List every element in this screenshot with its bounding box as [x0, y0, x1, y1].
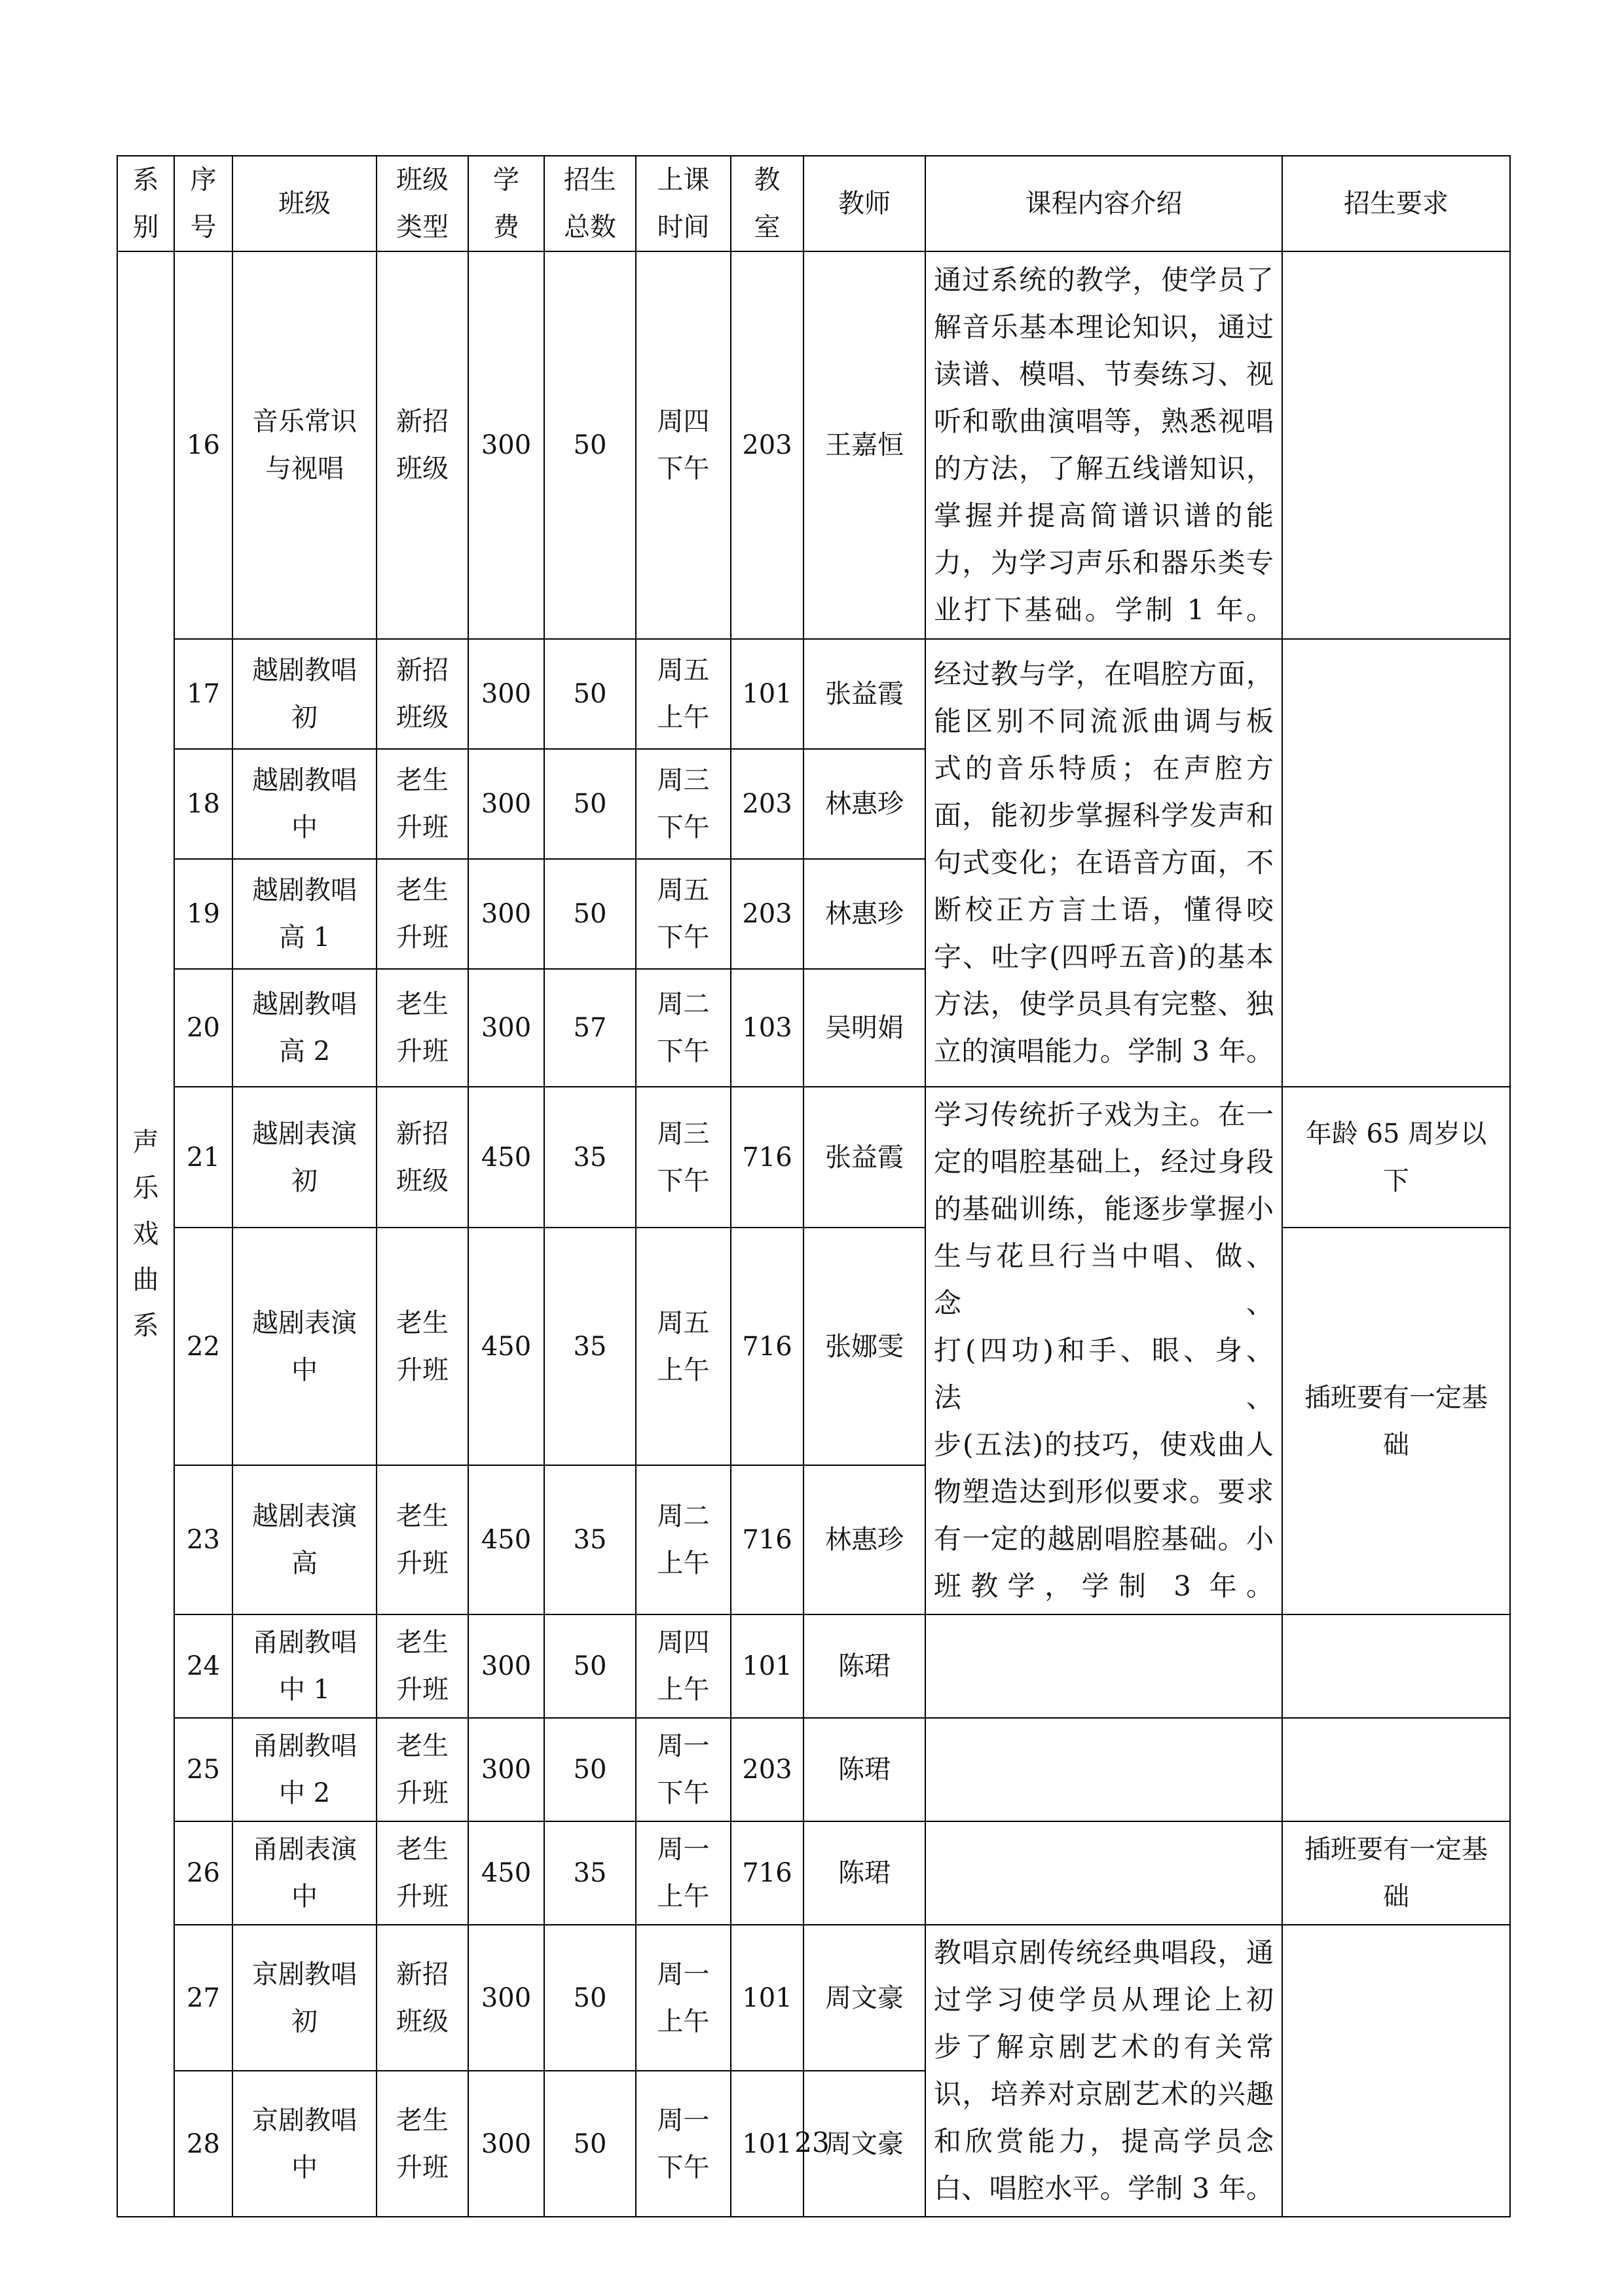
room: 101: [731, 1614, 803, 1718]
class-type: 老生 升班: [377, 1228, 468, 1465]
fee: 300: [468, 749, 544, 859]
fee: 300: [468, 639, 544, 749]
class-type: 新招 班级: [377, 251, 468, 639]
row-number: 26: [174, 1821, 232, 1925]
class-name: 甬剧表演 中: [232, 1821, 377, 1925]
class-name: 越剧表演 中: [232, 1228, 377, 1465]
row-number: 28: [174, 2071, 232, 2217]
quota: 35: [544, 1087, 636, 1228]
department-cell: 声 乐 戏 曲 系: [117, 251, 174, 2217]
row-number: 18: [174, 749, 232, 859]
table-row: [117, 1821, 1510, 1925]
class-type: 老生 升班: [377, 859, 468, 969]
row-number: 23: [174, 1465, 232, 1614]
teacher: 林惠珍: [803, 859, 925, 969]
room: 101: [731, 639, 803, 749]
row-number: 17: [174, 639, 232, 749]
row-number: 24: [174, 1614, 232, 1718]
header-quota: 招生 总数: [544, 156, 636, 251]
teacher: 周文豪: [803, 2071, 925, 2217]
class-type: 老生 升班: [377, 1821, 468, 1925]
header-requirements: 招生要求: [1282, 156, 1510, 251]
teacher: 张娜雯: [803, 1228, 925, 1465]
class-time: 周二 上午: [636, 1465, 731, 1614]
course-description-yue-singing: 经过教与学，在唱腔方面， 能区别不同流派曲调与板 式的音乐特质；在声腔方 面，能初步掌握科学发声和 句式变化；在语音方面，不 断校正方言土语，懂得咬 字、吐字(四呼五音)的基本 方法，使学员具有完整、独 立的演唱能力。学制 3 年。: [925, 639, 1282, 1087]
header-class-time: 上课 时间: [636, 156, 731, 251]
class-name: 京剧教唱 中: [232, 2071, 377, 2217]
quota: 50: [544, 749, 636, 859]
class-type: 老生 升班: [377, 1718, 468, 1821]
teacher: 陈珺: [803, 1821, 925, 1925]
teacher: 张益霞: [803, 639, 925, 749]
header-department: 系 别: [117, 156, 174, 251]
course-table: [117, 155, 1511, 2217]
class-name: 甬剧教唱 中 1: [232, 1614, 377, 1718]
requirement-empty: [1282, 1614, 1510, 1718]
class-time: 周五 上午: [636, 1228, 731, 1465]
class-type: 老生 升班: [377, 1465, 468, 1614]
row-number: 21: [174, 1087, 232, 1228]
requirement-empty: [1282, 639, 1510, 1087]
quota: 50: [544, 1718, 636, 1821]
class-time: 周一 上午: [636, 1821, 731, 1925]
class-type: 新招 班级: [377, 1925, 468, 2071]
teacher: 周文豪: [803, 1925, 925, 2071]
class-type: 老生 升班: [377, 969, 468, 1087]
row-number: 19: [174, 859, 232, 969]
class-name: 音乐常识 与视唱: [232, 251, 377, 639]
row-number: 16: [174, 251, 232, 639]
class-type: 老生 升班: [377, 1614, 468, 1718]
quota: 50: [544, 1614, 636, 1718]
quota: 35: [544, 1228, 636, 1465]
header-fee: 学 费: [468, 156, 544, 251]
class-time: 周四 下午: [636, 251, 731, 639]
class-time: 周二 下午: [636, 969, 731, 1087]
room: 203: [731, 251, 803, 639]
table-row: [117, 1087, 1510, 1228]
room: 103: [731, 969, 803, 1087]
class-name: 越剧教唱 初: [232, 639, 377, 749]
fee: 300: [468, 1925, 544, 2071]
fee: 300: [468, 2071, 544, 2217]
class-time: 周四 上午: [636, 1614, 731, 1718]
class-type: 老生 升班: [377, 749, 468, 859]
table-row: [117, 1228, 1510, 1465]
quota: 57: [544, 969, 636, 1087]
class-time: 周五 下午: [636, 859, 731, 969]
header-number: 序 号: [174, 156, 232, 251]
class-name: 京剧教唱 初: [232, 1925, 377, 2071]
requirement-transfer: 插班要有一定基 础: [1282, 1228, 1510, 1614]
teacher: 林惠珍: [803, 749, 925, 859]
room: 716: [731, 1465, 803, 1614]
fee: 300: [468, 969, 544, 1087]
class-type: 新招 班级: [377, 1087, 468, 1228]
course-description-empty: [925, 1718, 1282, 1821]
room: 203: [731, 1718, 803, 1821]
teacher: 陈珺: [803, 1718, 925, 1821]
teacher: 陈珺: [803, 1614, 925, 1718]
requirement-age-limit: 年龄 65 周岁以 下: [1282, 1087, 1510, 1228]
class-time: 周一 下午: [636, 1718, 731, 1821]
fee: 300: [468, 1614, 544, 1718]
fee: 300: [468, 1718, 544, 1821]
class-name: 越剧教唱 中: [232, 749, 377, 859]
table-row: [117, 1718, 1510, 1821]
room: 101: [731, 2071, 803, 2217]
fee: 300: [468, 251, 544, 639]
class-name: 越剧教唱 高 1: [232, 859, 377, 969]
quota: 50: [544, 859, 636, 969]
quota: 50: [544, 251, 636, 639]
requirement-empty: [1282, 1925, 1510, 2217]
row-number: 25: [174, 1718, 232, 1821]
table-row: [117, 1614, 1510, 1718]
table-row: [117, 251, 1510, 639]
class-name: 越剧表演 初: [232, 1087, 377, 1228]
teacher: 吴明娟: [803, 969, 925, 1087]
fee: 300: [468, 859, 544, 969]
class-name: 甬剧教唱 中 2: [232, 1718, 377, 1821]
fee: 450: [468, 1087, 544, 1228]
class-time: 周一 上午: [636, 1925, 731, 2071]
class-time: 周一 下午: [636, 2071, 731, 2217]
requirement-transfer: 插班要有一定基 础: [1282, 1821, 1510, 1925]
class-time: 周五 上午: [636, 639, 731, 749]
fee: 450: [468, 1821, 544, 1925]
quota: 50: [544, 1925, 636, 2071]
header-course-content: 课程内容介绍: [925, 156, 1282, 251]
teacher: 张益霞: [803, 1087, 925, 1228]
teacher: 林惠珍: [803, 1465, 925, 1614]
class-type: 新招 班级: [377, 639, 468, 749]
row-number: 22: [174, 1228, 232, 1465]
room: 203: [731, 749, 803, 859]
row-number: 27: [174, 1925, 232, 2071]
course-description-yue-acting: 学习传统折子戏为主。在一 定的唱腔基础上，经过身段 的基础训练，能逐步掌握小 生与花旦行当中唱、做、念、 打(四功)和手、眼、身、法、 步(五法)的技巧，使戏曲人 物塑造达到形似要求。要求 有一定的越剧唱腔基础。小 班教学，学制 3 年。: [925, 1087, 1282, 1614]
requirement-empty: [1282, 1718, 1510, 1821]
class-name: 越剧教唱 高 2: [232, 969, 377, 1087]
class-time: 周三 下午: [636, 749, 731, 859]
room: 716: [731, 1228, 803, 1465]
requirement-empty: [1282, 251, 1510, 639]
fee: 450: [468, 1228, 544, 1465]
table-header-row: [117, 156, 1510, 251]
page-number: 23: [794, 2126, 830, 2159]
course-description-peking-singing: 教唱京剧传统经典唱段，通 过学习使学员从理论上初 步了解京剧艺术的有关常 识，培养对京剧艺术的兴趣 和欣赏能力，提高学员念 白、唱腔水平。学制 3 年。: [925, 1925, 1282, 2217]
quota: 50: [544, 2071, 636, 2217]
row-number: 20: [174, 969, 232, 1087]
quota: 35: [544, 1465, 636, 1614]
table-row: [117, 1925, 1510, 2071]
header-teacher: 教师: [803, 156, 925, 251]
room: 716: [731, 1821, 803, 1925]
class-name: 越剧表演 高: [232, 1465, 377, 1614]
course-description-empty: [925, 1821, 1282, 1925]
class-time: 周三 下午: [636, 1087, 731, 1228]
room: 101: [731, 1925, 803, 2071]
quota: 35: [544, 1821, 636, 1925]
course-description-music: 通过系统的教学，使学员了 解音乐基本理论知识，通过 读谱、模唱、节奏练习、视 听和歌曲演唱等，熟悉视唱 的方法，了解五线谱知识， 掌握并提高简谱识谱的能 力，为学习声乐和器乐类专 业打下基础。学制 1 年。: [925, 251, 1282, 639]
quota: 50: [544, 639, 636, 749]
table-row: [117, 639, 1510, 749]
course-description-empty: [925, 1614, 1282, 1718]
class-type: 老生 升班: [377, 2071, 468, 2217]
header-class: 班级: [232, 156, 377, 251]
fee: 450: [468, 1465, 544, 1614]
room: 716: [731, 1087, 803, 1228]
room: 203: [731, 859, 803, 969]
header-class-type: 班级 类型: [377, 156, 468, 251]
teacher: 王嘉恒: [803, 251, 925, 639]
header-room: 教 室: [731, 156, 803, 251]
